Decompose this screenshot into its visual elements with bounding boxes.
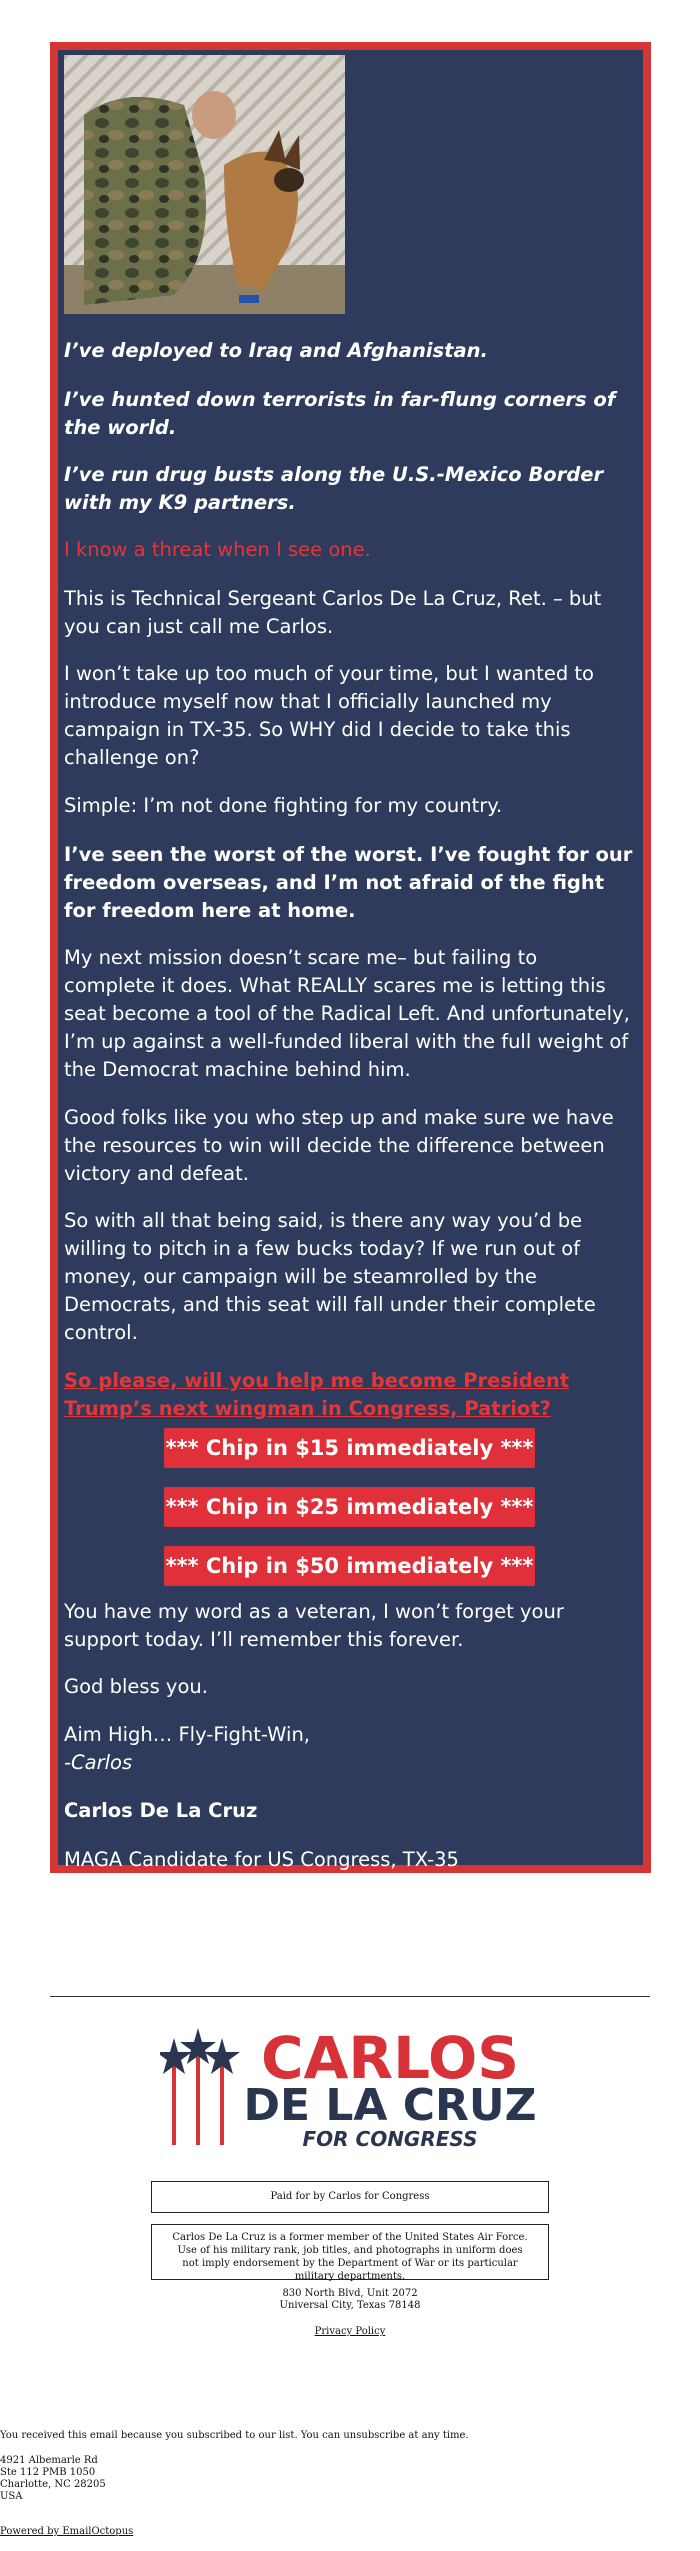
chip-in-25-button[interactable]: *** Chip in $25 immediately *** bbox=[164, 1487, 535, 1527]
logo-line3: FOR CONGRESS bbox=[302, 2127, 478, 2150]
paragraph-worst: I’ve seen the worst of the worst. I’ve fought for our freedom overseas, and I’m not afraid of the fight for freedom here at home. bbox=[64, 843, 633, 922]
chip-in-50-button[interactable]: *** Chip in $50 immediately *** bbox=[164, 1546, 535, 1586]
soldier-k9-photo bbox=[64, 55, 345, 314]
chip-in-15-button[interactable]: *** Chip in $15 immediately *** bbox=[164, 1428, 535, 1468]
paragraph-campaign: I won’t take up too much of your time, but I wanted to introduce myself now that I officially launched my campaign in TX-35. So WHY did I decide to take this challenge on? bbox=[64, 662, 594, 769]
logo-line1: CARLOS bbox=[260, 2024, 520, 2092]
paid-for-text: Paid for by Carlos for Congress bbox=[270, 2191, 430, 2202]
subscribed-notice: You received this email because you subscribed to our list. You can unsubscribe at any time. bbox=[0, 2430, 469, 2441]
paid-for-box bbox=[151, 2181, 549, 2213]
logo-line2: DE LA CRUZ bbox=[243, 2080, 537, 2131]
wingman-link[interactable]: So please, will you help me become President Trump’s next wingman in Congress, Patriot? bbox=[64, 1369, 570, 1420]
footer-divider bbox=[50, 1996, 650, 1997]
paragraph-threat: I know a threat when I see one. bbox=[64, 538, 371, 561]
campaign-logo bbox=[160, 2020, 540, 2150]
address-line2: Universal City, Texas 78148 bbox=[279, 2300, 421, 2311]
org-address-line3: Charlotte, NC 28205 bbox=[0, 2479, 106, 2490]
signature-title: MAGA Candidate for US Congress, TX-35 bbox=[64, 1848, 459, 1871]
org-address-line1: 4921 Albemarle Rd bbox=[0, 2455, 98, 2466]
paragraph-veteran: You have my word as a veteran, I won’t forget your support today. I’ll remember this forever. bbox=[64, 1600, 564, 1651]
address-line1: 830 North Blvd, Unit 2072 bbox=[282, 2288, 418, 2299]
paragraph-simple: Simple: I’m not done fighting for my country. bbox=[64, 794, 503, 817]
disclaimer-box bbox=[151, 2224, 549, 2280]
privacy-policy-link[interactable]: Privacy Policy bbox=[314, 2326, 386, 2337]
paragraph-resources: Good folks like you who step up and make sure we have the resources to win will decide the difference between victory and defeat. bbox=[64, 1106, 614, 1185]
aim-high-line: Aim High… Fly-Fight-Win, bbox=[64, 1723, 311, 1746]
signature-name: Carlos De La Cruz bbox=[64, 1799, 258, 1822]
paragraph-intro: This is Technical Sergeant Carlos De La Cruz, Ret. – but you can just call me Carlos. bbox=[64, 587, 602, 638]
paragraph-mission: My next mission doesn’t scare me– but failing to complete it does. What REALLY scares me is letting this seat become a tool of the Radical Left. And unfortunately, I’m up against a well-funded liberal with the full weight of the Democrat machine behind him. bbox=[64, 946, 630, 1081]
org-address-line2: Ste 112 PMB 1050 bbox=[0, 2467, 96, 2478]
paragraph-god-bless: God bless you. bbox=[64, 1675, 208, 1698]
carlos-signoff: -Carlos bbox=[64, 1751, 133, 1774]
org-address bbox=[0, 2455, 106, 2503]
rocket-stars-icon bbox=[160, 2028, 240, 2145]
org-address-line4: USA bbox=[0, 2491, 23, 2502]
paragraph-aim-high bbox=[64, 1721, 634, 1777]
paragraph-pitch-in: So with all that being said, is there any way you’d be willing to pitch in a few bucks today? If we run out of money, our campaign will be steamrolled by the Democrats, and this seat will fall under their complete control. bbox=[64, 1209, 596, 1344]
disclaimer-text: Carlos De La Cruz is a former member of the United States Air Force. Use of his military rank, job titles, and photographs in uniform does not imply endorsement by the Department of War or its particular military departments. bbox=[172, 2232, 528, 2282]
paragraph-deployed: I’ve deployed to Iraq and Afghanistan. bbox=[64, 339, 488, 362]
campaign-address bbox=[0, 2288, 700, 2312]
paragraph-drug-busts: I’ve run drug busts along the U.S.-Mexico Border with my K9 partners. bbox=[64, 463, 604, 514]
paragraph-terrorists: I’ve hunted down terrorists in far-flung corners of the world. bbox=[64, 388, 616, 439]
powered-by-link[interactable]: Powered by EmailOctopus bbox=[0, 2526, 134, 2537]
